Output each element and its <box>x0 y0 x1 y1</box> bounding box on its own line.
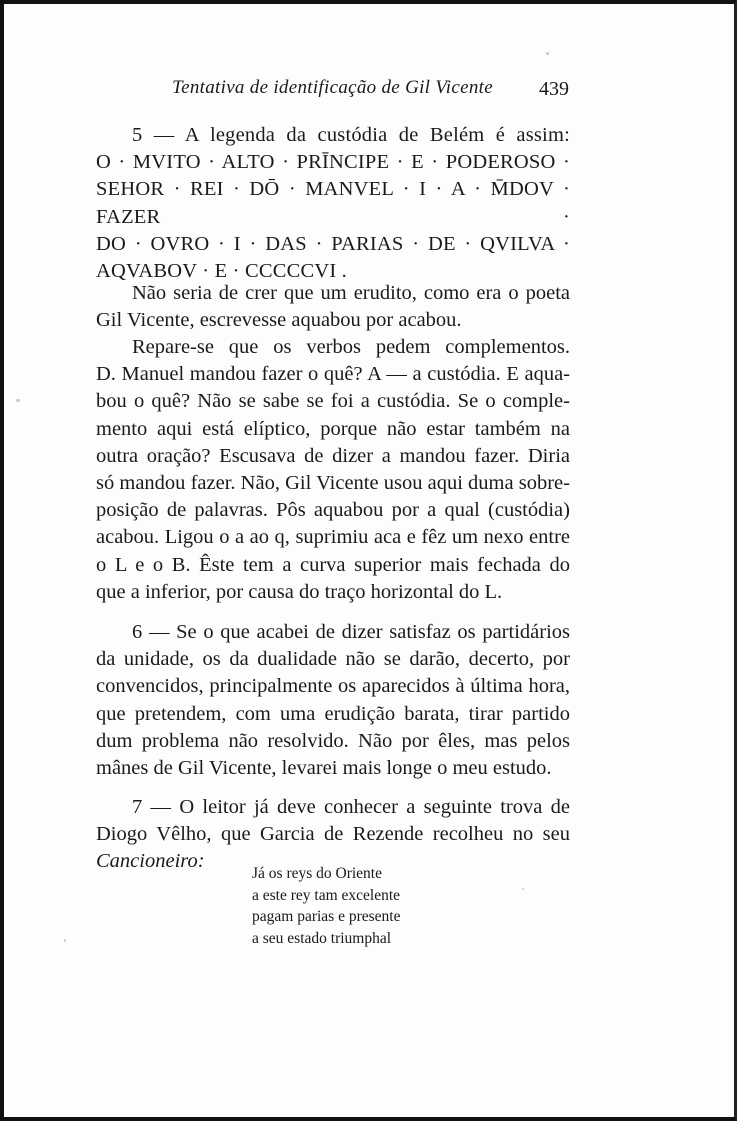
paragraph-verbos <box>96 334 570 606</box>
running-title: Tentativa de identificação de Gil Vicente <box>172 77 493 98</box>
scan-speck <box>522 888 524 890</box>
section-5 <box>96 122 570 285</box>
text-line: outra oração? Escusava de dizer a mandou fazer. Diria <box>96 444 570 467</box>
text-line: só mandou fazer. Não, Gil Vicente usou aqui duma sobre- <box>96 472 570 495</box>
text-line: da unidade, os da dualidade não se darão, decerto, por <box>96 648 570 671</box>
scan-speck <box>546 52 549 55</box>
text-line: Não seria de crer que um erudito, como era o poeta <box>132 282 570 304</box>
text-line: posição de palavras. Pôs aquabou por a qual (custódia) <box>96 499 570 522</box>
text-line: 7 — O leitor já deve conhecer a seguinte trova de <box>132 796 570 818</box>
text-line: que pretendem, com uma erudição barata, tirar partido <box>96 702 570 725</box>
text-line: D. Manuel mandou fazer o quê? A — a custódia. E aqua- <box>96 363 570 386</box>
verse-line: a seu estado triumphal <box>252 929 392 947</box>
text-line: Cancioneiro: <box>96 850 205 873</box>
text-line: O · MVITO · ALTO · PRĪNCIPE · E · PODEROSO · <box>96 151 570 174</box>
text-line: mento aqui está elíptico, porque não estar também na <box>96 417 570 440</box>
text-line: DO · OVRO · I · DAS · PARIAS · DE · QVILVA · <box>96 232 570 255</box>
paragraph-erudito <box>96 280 570 334</box>
text-line: Gil Vicente, escrevesse aquabou por acabou. <box>96 309 462 332</box>
verse-line: Já os reys do Oriente <box>252 865 382 882</box>
text-line: que a inferior, por causa do traço horizontal do L. <box>96 580 503 603</box>
text-line: o L e o B. Êste tem a curva superior mais fechada do <box>96 553 570 576</box>
text-line: 6 — Se o que acabei de dizer satisfaz os partidários <box>132 621 570 643</box>
verse-line: pagam parias e presente <box>252 908 401 925</box>
text-line: dum problema não resolvido. Não por êles, mas pelos <box>96 729 570 752</box>
text-line: 5 — A legenda da custódia de Belém é assim: <box>132 124 570 146</box>
scan-speck <box>64 939 66 942</box>
verse-line: a este rey tam excelente <box>252 886 401 904</box>
verse-quotation <box>252 863 400 949</box>
text-line: Repare-se que os verbos pedem complementos. <box>132 336 570 358</box>
section-6 <box>96 619 570 782</box>
text-line: convencidos, principalmente os aparecidos à última hora, <box>96 675 570 698</box>
text-line: Diogo Vêlho, que Garcia de Rezende recolheu no seu <box>96 823 570 846</box>
text-line: SEHOR · REI · DŌ · MANVEL · I · A · M̄DOV · FAZER · <box>96 178 570 228</box>
text-line: AQVABOV · E · CCCCCVI . <box>96 260 348 283</box>
page-number: 439 <box>539 78 569 100</box>
text-line: acabou. Ligou o a ao q, suprimiu aca e fêz um nexo entre <box>96 526 570 549</box>
text-line: bou o quê? Não se sabe se foi a custódia. Se o comple- <box>96 390 570 413</box>
scan-speck <box>16 399 20 402</box>
text-line: mânes de Gil Vicente, levarei mais longe o meu estudo. <box>96 757 552 780</box>
